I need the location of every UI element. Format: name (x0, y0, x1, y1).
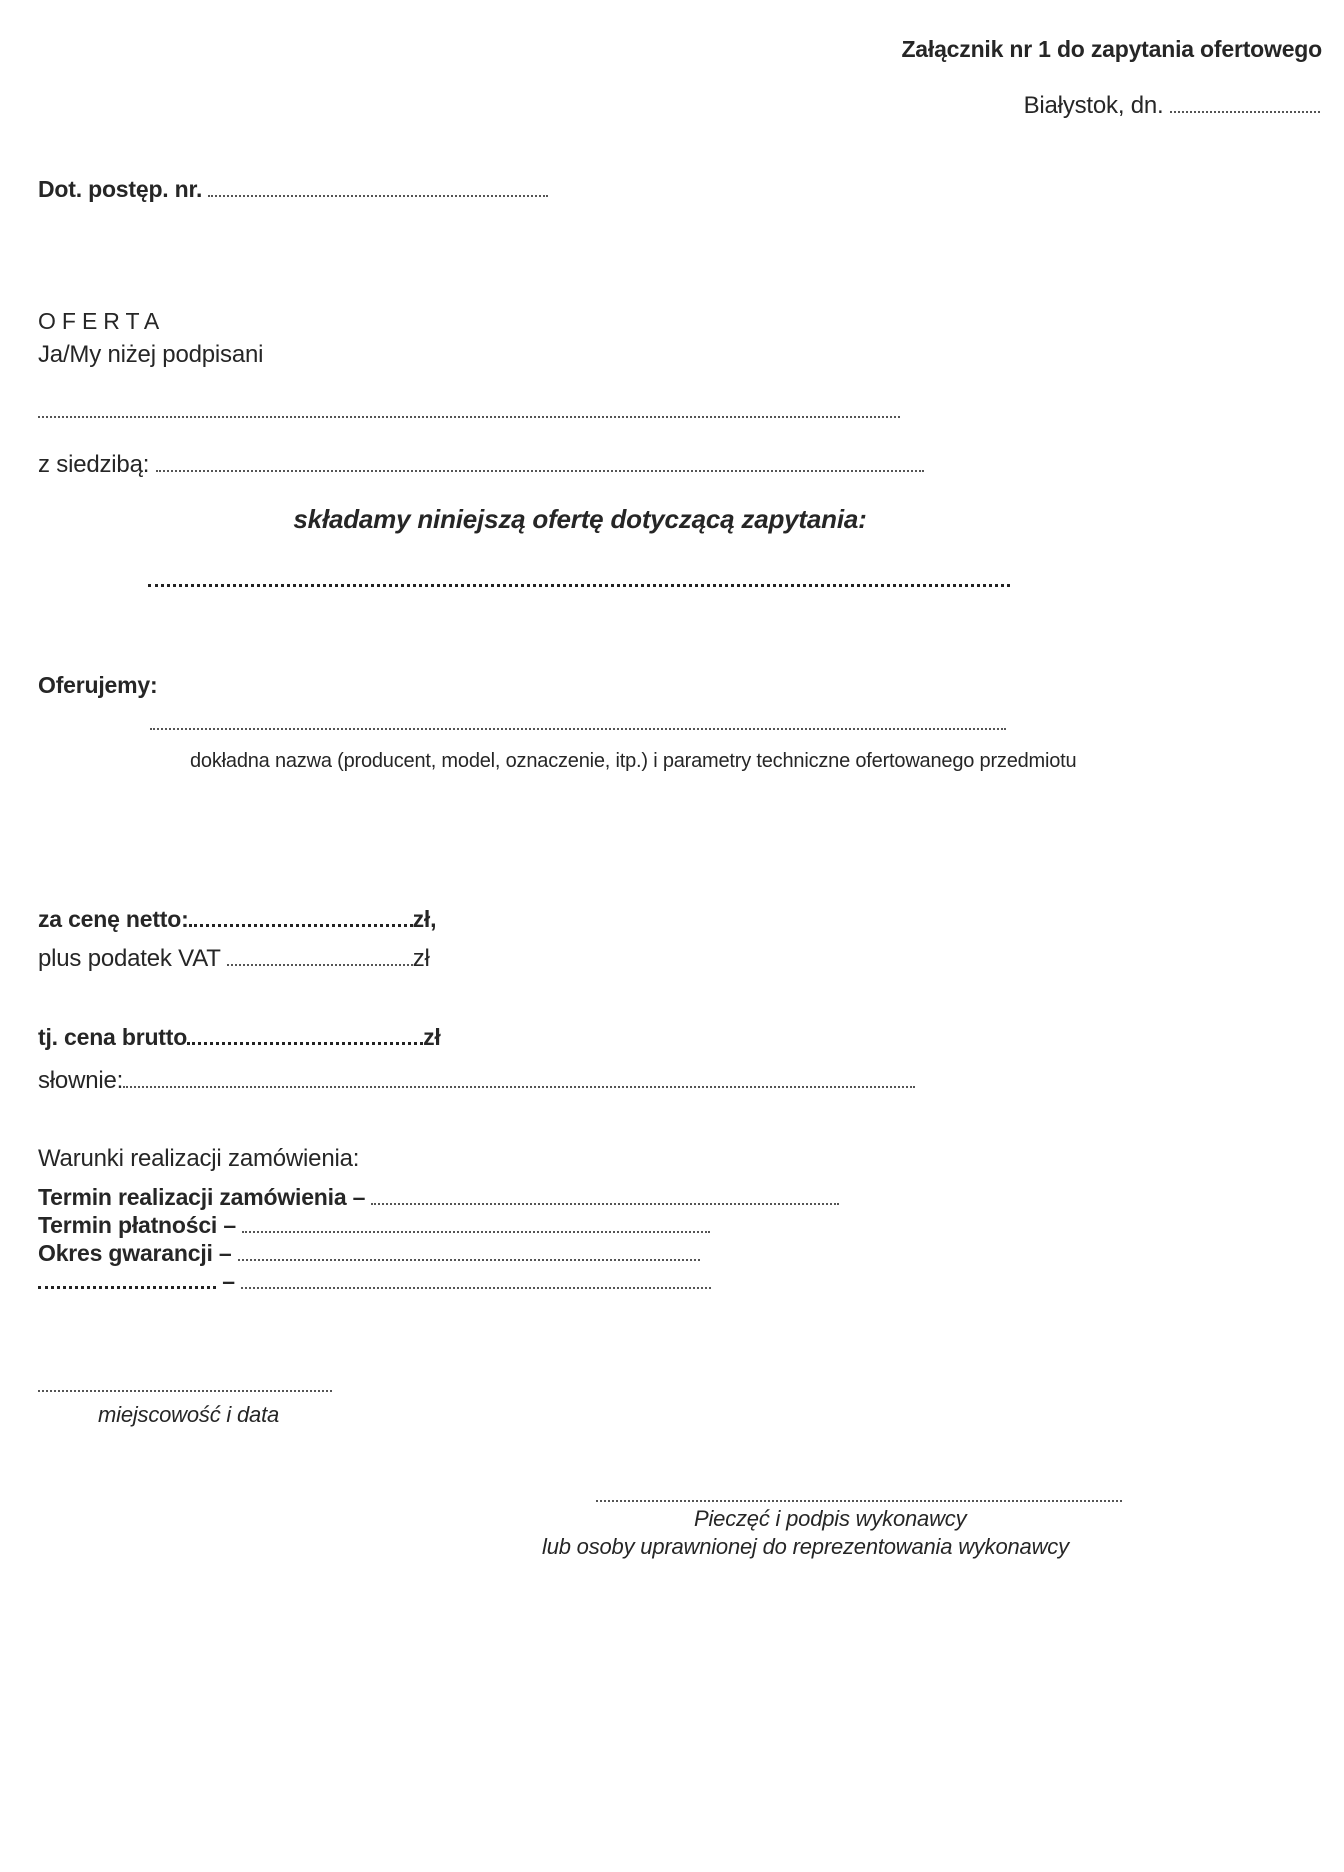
other-condition-field[interactable] (38, 1266, 711, 1296)
net-price-unit: zł, (412, 906, 437, 932)
attachment-title: Załącznik nr 1 do zapytania ofertowego (901, 36, 1322, 62)
offered-item-blank-row[interactable] (150, 708, 1006, 738)
net-price-label: za cenę netto: (38, 906, 189, 932)
seat-label: z siedzibą: (38, 451, 150, 478)
we-offer-label: Oferujemy: (38, 672, 158, 698)
offer-title: OFERTA (38, 308, 166, 334)
reference-blank[interactable] (208, 175, 548, 197)
seat-field[interactable] (38, 450, 924, 480)
other-condition-dash: – (222, 1268, 235, 1294)
offered-item-hint: dokładna nazwa (producent, model, oznaczenie, itp.) i parametry techniczne ofertowanego przedmiotu (190, 750, 1077, 772)
other-condition-value-blank[interactable] (241, 1267, 711, 1289)
offered-item-blank[interactable] (150, 708, 1006, 730)
submit-text: składamy niniejszą ofertę dotyczącą zapytania: (293, 504, 867, 534)
reference-field[interactable] (38, 174, 548, 204)
payment-term-blank[interactable] (242, 1211, 710, 1233)
net-price-field[interactable] (38, 904, 436, 934)
payment-term-field[interactable] (38, 1210, 710, 1240)
warranty-label: Okres gwarancji – (38, 1240, 232, 1266)
vat-label: plus podatek VAT (38, 945, 221, 972)
warranty-blank[interactable] (238, 1239, 700, 1261)
stamp-signature-blank[interactable] (596, 1480, 1122, 1502)
delivery-term-blank[interactable] (371, 1183, 839, 1205)
other-condition-name-blank[interactable] (38, 1266, 216, 1289)
vat-field[interactable] (38, 944, 430, 974)
gross-price-field[interactable] (38, 1022, 441, 1052)
stamp-caption-line2: lub osoby uprawnionej do reprezentowania wykonawcy (542, 1534, 1069, 1559)
gross-price-label: tj. cena brutto (38, 1024, 188, 1050)
amount-in-words-label: słownie: (38, 1067, 124, 1094)
place-date-signature-blank[interactable] (38, 1370, 332, 1392)
warranty-field[interactable] (38, 1238, 700, 1268)
inquiry-blank[interactable] (148, 564, 1010, 587)
payment-term-label: Termin płatności – (38, 1212, 236, 1238)
stamp-caption-line1: Pieczęć i podpis wykonawcy (694, 1506, 967, 1531)
gross-price-blank[interactable] (187, 1022, 423, 1045)
amount-in-words-field[interactable] (38, 1066, 915, 1096)
place-date-field[interactable] (1024, 91, 1320, 121)
undersigned-blank[interactable] (38, 396, 900, 418)
reference-label: Dot. postęp. nr. (38, 176, 203, 202)
amount-in-words-blank[interactable] (123, 1066, 915, 1088)
seat-blank[interactable] (156, 450, 924, 472)
conditions-heading: Warunki realizacji zamówienia: (38, 1145, 360, 1172)
undersigned-blank-row[interactable] (38, 396, 900, 426)
delivery-term-label: Termin realizacji zamówienia – (38, 1184, 366, 1210)
vat-blank[interactable] (227, 944, 413, 966)
undersigned-label: Ja/My niżej podpisani (38, 341, 264, 368)
inquiry-blank-row[interactable] (148, 564, 1010, 595)
delivery-term-field[interactable] (38, 1182, 839, 1212)
vat-unit: zł (412, 945, 430, 972)
place-date-label: Białystok, dn. (1023, 92, 1164, 119)
net-price-blank[interactable] (189, 904, 413, 927)
place-date-caption: miejscowość i data (98, 1402, 280, 1427)
place-date-signature-blank-row[interactable] (38, 1370, 332, 1400)
gross-price-unit: zł (423, 1024, 441, 1050)
place-date-blank[interactable] (1170, 91, 1320, 113)
